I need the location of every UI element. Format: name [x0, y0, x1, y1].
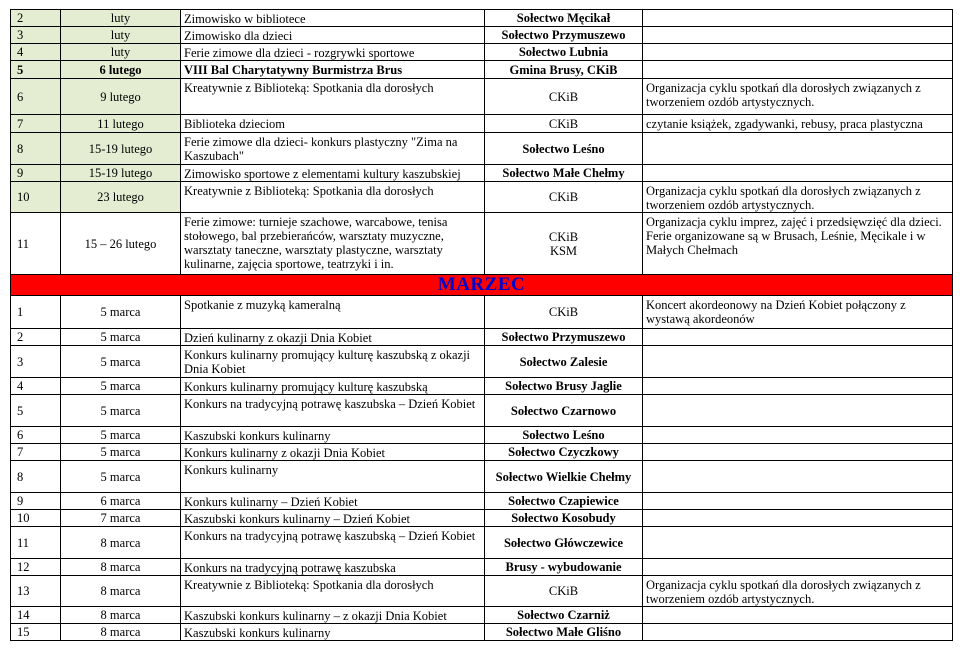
row-notes	[643, 395, 953, 427]
row-organizer: CKiB	[485, 576, 643, 607]
month-label: MARZEC	[437, 274, 526, 295]
row-organizer: Sołectwo Lubnia	[485, 44, 643, 61]
row-number: 7	[11, 115, 61, 133]
row-organizer: CKiB KSM	[485, 213, 643, 275]
month-header-row	[11, 275, 953, 296]
table-row	[11, 27, 953, 44]
row-title: Kaszubski konkurs kulinarny – z okazji Dnia Kobiet	[181, 607, 485, 624]
row-notes: Organizacja cyklu imprez, zajęć i przedsięwzięć dla dzieci. Ferie organizowane są w Brusach, Leśnie, Męcikale i w Małych Chełmach	[643, 213, 953, 275]
row-date: 5 marca	[61, 296, 181, 329]
row-date: 6 marca	[61, 493, 181, 510]
month-header	[11, 275, 953, 296]
row-title: Kreatywnie z Biblioteką: Spotkania dla dorosłych	[181, 576, 485, 607]
row-date: 8 marca	[61, 559, 181, 576]
row-title: VIII Bal Charytatywny Burmistrza Brus	[181, 61, 485, 79]
table-row	[11, 427, 953, 444]
row-number: 12	[11, 559, 61, 576]
row-notes	[643, 44, 953, 61]
row-number: 15	[11, 624, 61, 641]
row-number: 11	[11, 527, 61, 559]
table-row	[11, 115, 953, 133]
table-row	[11, 329, 953, 346]
row-date: 23 lutego	[61, 182, 181, 213]
table-row	[11, 607, 953, 624]
row-organizer: Sołectwo Męcikał	[485, 10, 643, 27]
table-row	[11, 165, 953, 182]
row-notes	[643, 607, 953, 624]
row-organizer: Sołectwo Czyczkowy	[485, 444, 643, 461]
row-number: 6	[11, 79, 61, 115]
row-title: Kaszubski konkurs kulinarny – Dzień Kobiet	[181, 510, 485, 527]
row-date: luty	[61, 44, 181, 61]
table-row	[11, 133, 953, 165]
row-number: 14	[11, 607, 61, 624]
row-date: 5 marca	[61, 427, 181, 444]
row-number: 11	[11, 213, 61, 275]
row-organizer: Brusy - wybudowanie	[485, 559, 643, 576]
row-notes	[643, 624, 953, 641]
table-row	[11, 527, 953, 559]
table-row	[11, 461, 953, 493]
table-row	[11, 44, 953, 61]
row-organizer: Sołectwo Przymuszewo	[485, 27, 643, 44]
row-organizer: CKiB	[485, 296, 643, 329]
row-organizer: Sołectwo Brusy Jaglie	[485, 378, 643, 395]
row-title: Zimowisko w bibliotece	[181, 10, 485, 27]
row-organizer: CKiB	[485, 182, 643, 213]
events-table	[10, 9, 953, 641]
row-date: 15-19 lutego	[61, 133, 181, 165]
table-row	[11, 213, 953, 275]
table-row	[11, 296, 953, 329]
row-organizer: Sołectwo Czapiewice	[485, 493, 643, 510]
row-date: 8 marca	[61, 576, 181, 607]
table-row	[11, 10, 953, 27]
row-date: 7 marca	[61, 510, 181, 527]
row-notes	[643, 133, 953, 165]
row-date: 5 marca	[61, 395, 181, 427]
row-date: 5 marca	[61, 346, 181, 378]
row-notes	[643, 378, 953, 395]
row-date: 5 marca	[61, 444, 181, 461]
row-title: Ferie zimowe dla dzieci - rozgrywki sportowe	[181, 44, 485, 61]
table-row	[11, 493, 953, 510]
row-notes	[643, 346, 953, 378]
row-organizer: Sołectwo Zalesie	[485, 346, 643, 378]
row-number: 6	[11, 427, 61, 444]
row-date: 5 marca	[61, 329, 181, 346]
row-organizer: Sołectwo Czarniż	[485, 607, 643, 624]
row-notes	[643, 510, 953, 527]
row-organizer: Sołectwo Małe Gliśno	[485, 624, 643, 641]
row-notes: Koncert akordeonowy na Dzień Kobiet połączony z wystawą akordeonów	[643, 296, 953, 329]
row-number: 3	[11, 346, 61, 378]
row-title: Ferie zimowe: turnieje szachowe, warcabowe, tenisa stołowego, bal przebierańców, warsztaty muzyczne, warsztaty taneczne, warsztaty plastyczne, warsztaty kulinarne, zajęcia sportowe, teatrzyki i in.	[181, 213, 485, 275]
row-number: 10	[11, 510, 61, 527]
row-date: 5 marca	[61, 378, 181, 395]
row-number: 7	[11, 444, 61, 461]
row-number: 8	[11, 133, 61, 165]
row-number: 8	[11, 461, 61, 493]
row-number: 10	[11, 182, 61, 213]
table-row	[11, 576, 953, 607]
row-date: 15-19 lutego	[61, 165, 181, 182]
row-organizer: Sołectwo Małe Chełmy	[485, 165, 643, 182]
table-row	[11, 559, 953, 576]
table-row	[11, 346, 953, 378]
row-date: 8 marca	[61, 624, 181, 641]
row-date: luty	[61, 27, 181, 44]
row-organizer: Sołectwo Leśno	[485, 133, 643, 165]
row-title: Kaszubski konkurs kulinarny	[181, 427, 485, 444]
row-date: 8 marca	[61, 527, 181, 559]
row-title: Konkurs kulinarny promujący kulturę kaszubską	[181, 378, 485, 395]
row-notes: czytanie książek, zgadywanki, rebusy, praca plastyczna	[643, 115, 953, 133]
row-notes	[643, 329, 953, 346]
row-title: Kreatywnie z Biblioteką: Spotkania dla dorosłych	[181, 79, 485, 115]
row-title: Zimowisko dla dzieci	[181, 27, 485, 44]
row-date: luty	[61, 10, 181, 27]
row-date: 11 lutego	[61, 115, 181, 133]
table-row	[11, 61, 953, 79]
row-organizer: CKiB	[485, 115, 643, 133]
row-organizer: Sołectwo Wielkie Chełmy	[485, 461, 643, 493]
row-number: 2	[11, 10, 61, 27]
events-table-body	[11, 10, 953, 641]
row-number: 9	[11, 493, 61, 510]
row-number: 3	[11, 27, 61, 44]
table-row	[11, 182, 953, 213]
row-organizer: Sołectwo Główczewice	[485, 527, 643, 559]
row-notes	[643, 165, 953, 182]
row-title: Ferie zimowe dla dzieci- konkurs plastyczny "Zima na Kaszubach"	[181, 133, 485, 165]
row-title: Konkurs na tradycyjną potrawę kaszubską – Dzień Kobiet	[181, 527, 485, 559]
row-organizer: Gmina Brusy, CKiB	[485, 61, 643, 79]
row-notes	[643, 61, 953, 79]
row-date: 6 lutego	[61, 61, 181, 79]
row-title: Spotkanie z muzyką kameralną	[181, 296, 485, 329]
row-title: Dzień kulinarny z okazji Dnia Kobiet	[181, 329, 485, 346]
row-date: 8 marca	[61, 607, 181, 624]
row-number: 5	[11, 61, 61, 79]
row-notes	[643, 493, 953, 510]
row-notes	[643, 427, 953, 444]
row-title: Biblioteka dzieciom	[181, 115, 485, 133]
row-organizer: Sołectwo Przymuszewo	[485, 329, 643, 346]
table-row	[11, 378, 953, 395]
row-notes	[643, 27, 953, 44]
row-date: 9 lutego	[61, 79, 181, 115]
row-number: 1	[11, 296, 61, 329]
row-notes	[643, 10, 953, 27]
row-organizer: CKiB	[485, 79, 643, 115]
row-title: Kreatywnie z Biblioteką: Spotkania dla dorosłych	[181, 182, 485, 213]
row-number: 4	[11, 378, 61, 395]
row-organizer: Sołectwo Czarnowo	[485, 395, 643, 427]
row-title: Konkurs kulinarny – Dzień Kobiet	[181, 493, 485, 510]
table-row	[11, 395, 953, 427]
row-organizer: Sołectwo Leśno	[485, 427, 643, 444]
row-title: Konkurs kulinarny z okazji Dnia Kobiet	[181, 444, 485, 461]
row-number: 9	[11, 165, 61, 182]
table-row	[11, 444, 953, 461]
row-organizer: Sołectwo Kosobudy	[485, 510, 643, 527]
row-title: Konkurs kulinarny promujący kulturę kaszubską z okazji Dnia Kobiet	[181, 346, 485, 378]
row-notes: Organizacja cyklu spotkań dla dorosłych związanych z tworzeniem ozdób artystycznych.	[643, 576, 953, 607]
row-number: 2	[11, 329, 61, 346]
row-title: Kaszubski konkurs kulinarny	[181, 624, 485, 641]
row-title: Konkurs na tradycyjną potrawę kaszubska	[181, 559, 485, 576]
row-notes: Organizacja cyklu spotkań dla dorosłych związanych z tworzeniem ozdób artystycznych.	[643, 79, 953, 115]
row-date: 15 – 26 lutego	[61, 213, 181, 275]
row-title: Zimowisko sportowe z elementami kultury kaszubskiej	[181, 165, 485, 182]
row-notes: Organizacja cyklu spotkań dla dorosłych związanych z tworzeniem ozdób artystycznych.	[643, 182, 953, 213]
table-row	[11, 624, 953, 641]
row-notes	[643, 444, 953, 461]
row-title: Konkurs kulinarny	[181, 461, 485, 493]
row-notes	[643, 527, 953, 559]
table-row	[11, 79, 953, 115]
row-title: Konkurs na tradycyjną potrawę kaszubska – Dzień Kobiet	[181, 395, 485, 427]
row-number: 13	[11, 576, 61, 607]
row-date: 5 marca	[61, 461, 181, 493]
table-row	[11, 510, 953, 527]
row-notes	[643, 461, 953, 493]
row-number: 4	[11, 44, 61, 61]
row-notes	[643, 559, 953, 576]
row-number: 5	[11, 395, 61, 427]
